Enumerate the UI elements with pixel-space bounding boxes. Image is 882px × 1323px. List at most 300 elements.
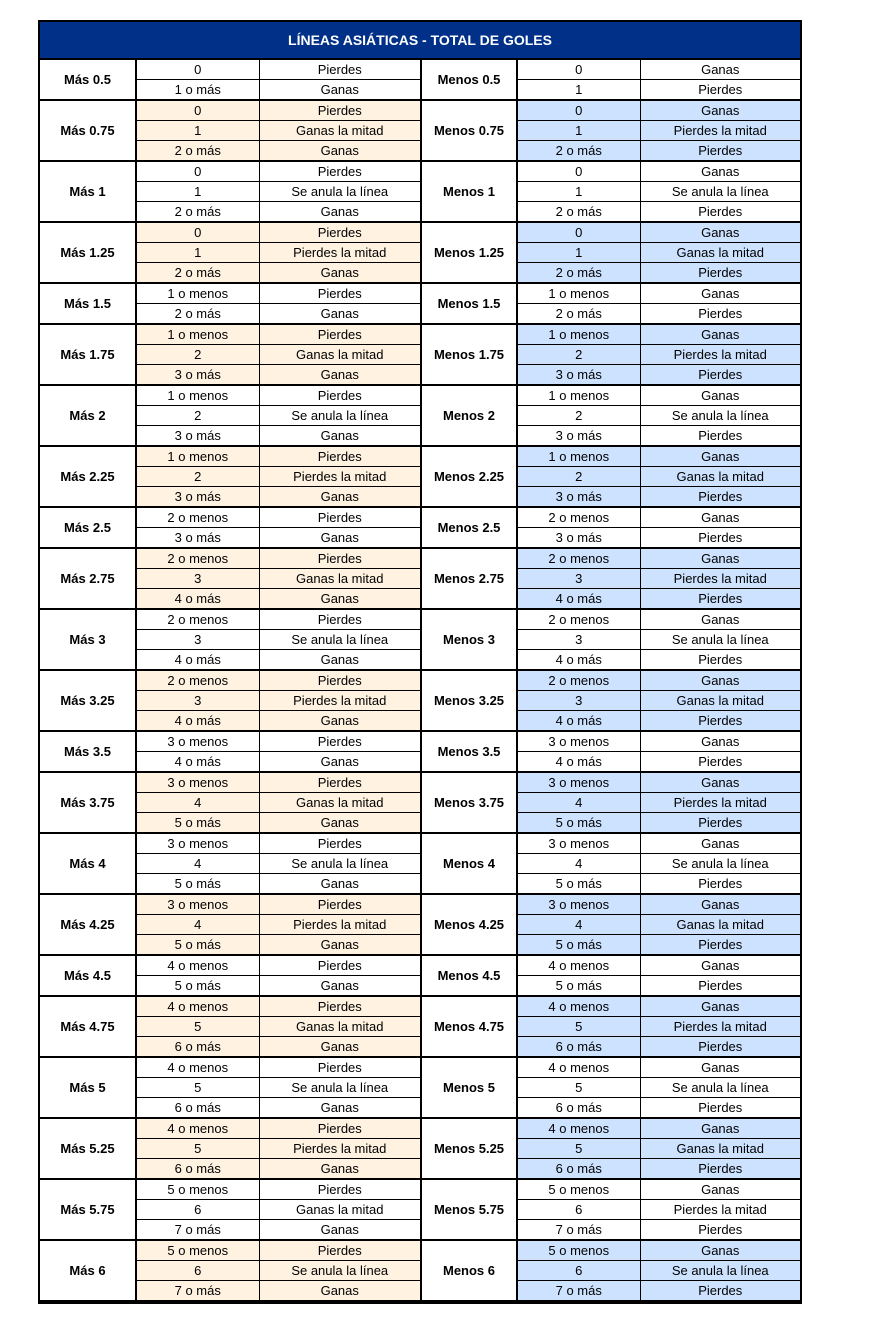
table-row	[40, 569, 800, 589]
under-result-cell: Ganas	[640, 1240, 800, 1261]
asian-lines-sheet	[38, 20, 802, 1304]
under-goals-cell: 3 o más	[517, 426, 640, 447]
under-goals-cell: 3	[517, 569, 640, 589]
under-result-cell: Pierdes	[640, 304, 800, 325]
over-goals-cell: 1	[136, 243, 259, 263]
over-result-cell: Ganas	[259, 813, 421, 834]
under-goals-cell: 3 o menos	[517, 833, 640, 854]
table-row	[40, 182, 800, 202]
under-line-label: Menos 5.25	[421, 1118, 517, 1179]
over-result-cell: Ganas la mitad	[259, 345, 421, 365]
lines-table-body	[40, 60, 800, 1301]
under-line-label: Menos 4.5	[421, 955, 517, 996]
table-row	[40, 1037, 800, 1058]
under-goals-cell: 2 o menos	[517, 670, 640, 691]
over-result-cell: Ganas	[259, 80, 421, 101]
table-row	[40, 1078, 800, 1098]
under-result-cell: Ganas la mitad	[640, 1139, 800, 1159]
table-row	[40, 406, 800, 426]
over-result-cell: Ganas	[259, 976, 421, 997]
over-goals-cell: 2 o más	[136, 202, 259, 223]
under-result-cell: Pierdes	[640, 752, 800, 773]
under-goals-cell: 6 o más	[517, 1098, 640, 1119]
over-goals-cell: 2 o menos	[136, 548, 259, 569]
over-goals-cell: 7 o más	[136, 1281, 259, 1302]
over-result-cell: Pierdes	[259, 1057, 421, 1078]
over-goals-cell: 5	[136, 1078, 259, 1098]
table-row	[40, 874, 800, 895]
over-result-cell: Pierdes	[259, 283, 421, 304]
over-result-cell: Se anula la línea	[259, 182, 421, 202]
under-line-label: Menos 0.5	[421, 60, 517, 100]
under-result-cell: Se anula la línea	[640, 1078, 800, 1098]
over-result-cell: Ganas	[259, 589, 421, 610]
under-goals-cell: 2	[517, 406, 640, 426]
under-result-cell: Ganas	[640, 446, 800, 467]
under-result-cell: Pierdes	[640, 80, 800, 101]
table-row	[40, 731, 800, 752]
over-goals-cell: 2 o menos	[136, 670, 259, 691]
under-goals-cell: 5 o más	[517, 976, 640, 997]
table-row	[40, 935, 800, 956]
under-line-label: Menos 2	[421, 385, 517, 446]
under-goals-cell: 4 o más	[517, 650, 640, 671]
under-goals-cell: 2 o más	[517, 141, 640, 162]
under-result-cell: Ganas	[640, 507, 800, 528]
over-result-cell: Ganas	[259, 935, 421, 956]
table-row	[40, 507, 800, 528]
under-goals-cell: 3 o más	[517, 487, 640, 508]
under-goals-cell: 2 o más	[517, 263, 640, 284]
over-result-cell: Se anula la línea	[259, 854, 421, 874]
under-line-label: Menos 1.25	[421, 222, 517, 283]
over-line-label: Más 3.75	[40, 772, 136, 833]
under-result-cell: Pierdes	[640, 426, 800, 447]
under-result-cell: Se anula la línea	[640, 1261, 800, 1281]
over-goals-cell: 1 o menos	[136, 446, 259, 467]
over-goals-cell: 3 o más	[136, 365, 259, 386]
table-row	[40, 263, 800, 284]
over-result-cell: Ganas	[259, 528, 421, 549]
over-goals-cell: 4 o menos	[136, 996, 259, 1017]
table-row	[40, 752, 800, 773]
over-goals-cell: 3	[136, 630, 259, 650]
under-result-cell: Ganas	[640, 385, 800, 406]
over-result-cell: Pierdes la mitad	[259, 915, 421, 935]
under-result-cell: Ganas	[640, 60, 800, 80]
over-result-cell: Pierdes	[259, 222, 421, 243]
over-result-cell: Se anula la línea	[259, 1261, 421, 1281]
over-goals-cell: 4	[136, 915, 259, 935]
under-goals-cell: 3 o menos	[517, 731, 640, 752]
under-result-cell: Pierdes	[640, 976, 800, 997]
table-row	[40, 141, 800, 162]
under-goals-cell: 1 o menos	[517, 283, 640, 304]
under-goals-cell: 4 o menos	[517, 955, 640, 976]
over-result-cell: Ganas	[259, 487, 421, 508]
table-row	[40, 324, 800, 345]
table-row	[40, 446, 800, 467]
over-line-label: Más 3.25	[40, 670, 136, 731]
under-result-cell: Ganas	[640, 283, 800, 304]
over-goals-cell: 4 o más	[136, 589, 259, 610]
under-result-cell: Ganas	[640, 1179, 800, 1200]
over-result-cell: Ganas la mitad	[259, 569, 421, 589]
over-goals-cell: 1 o menos	[136, 324, 259, 345]
under-result-cell: Pierdes	[640, 711, 800, 732]
over-line-label: Más 1.25	[40, 222, 136, 283]
under-result-cell: Pierdes	[640, 874, 800, 895]
under-goals-cell: 3 o menos	[517, 772, 640, 793]
under-goals-cell: 2 o más	[517, 202, 640, 223]
over-goals-cell: 2 o más	[136, 304, 259, 325]
under-result-cell: Ganas	[640, 222, 800, 243]
over-result-cell: Ganas	[259, 874, 421, 895]
under-line-label: Menos 1	[421, 161, 517, 222]
under-result-cell: Se anula la línea	[640, 854, 800, 874]
under-line-label: Menos 5	[421, 1057, 517, 1118]
over-result-cell: Pierdes	[259, 1179, 421, 1200]
under-result-cell: Pierdes	[640, 1159, 800, 1180]
table-row	[40, 161, 800, 182]
over-line-label: Más 1.75	[40, 324, 136, 385]
under-result-cell: Pierdes	[640, 1220, 800, 1241]
over-result-cell: Ganas	[259, 141, 421, 162]
under-goals-cell: 0	[517, 161, 640, 182]
under-line-label: Menos 2.75	[421, 548, 517, 609]
over-result-cell: Pierdes	[259, 100, 421, 121]
under-goals-cell: 4 o menos	[517, 996, 640, 1017]
over-result-cell: Ganas	[259, 1098, 421, 1119]
under-goals-cell: 0	[517, 222, 640, 243]
over-result-cell: Pierdes	[259, 548, 421, 569]
over-result-cell: Pierdes	[259, 609, 421, 630]
table-row	[40, 894, 800, 915]
table-row	[40, 467, 800, 487]
over-result-cell: Ganas	[259, 1159, 421, 1180]
under-result-cell: Pierdes	[640, 1037, 800, 1058]
over-result-cell: Pierdes	[259, 324, 421, 345]
table-row	[40, 426, 800, 447]
table-row	[40, 1281, 800, 1302]
table-row	[40, 609, 800, 630]
over-result-cell: Pierdes	[259, 833, 421, 854]
under-result-cell: Ganas	[640, 955, 800, 976]
under-result-cell: Ganas la mitad	[640, 691, 800, 711]
under-goals-cell: 2	[517, 467, 640, 487]
over-goals-cell: 1 o menos	[136, 283, 259, 304]
over-goals-cell: 5 o menos	[136, 1179, 259, 1200]
over-goals-cell: 5 o más	[136, 976, 259, 997]
over-line-label: Más 4	[40, 833, 136, 894]
over-goals-cell: 2	[136, 406, 259, 426]
over-line-label: Más 0.75	[40, 100, 136, 161]
under-result-cell: Ganas	[640, 609, 800, 630]
under-goals-cell: 6 o más	[517, 1037, 640, 1058]
under-result-cell: Ganas la mitad	[640, 467, 800, 487]
over-goals-cell: 1	[136, 182, 259, 202]
table-row	[40, 1220, 800, 1241]
over-goals-cell: 0	[136, 161, 259, 182]
over-goals-cell: 4	[136, 854, 259, 874]
under-result-cell: Ganas	[640, 772, 800, 793]
over-goals-cell: 4 o menos	[136, 1118, 259, 1139]
table-row	[40, 630, 800, 650]
under-line-label: Menos 3	[421, 609, 517, 670]
under-goals-cell: 6 o más	[517, 1159, 640, 1180]
over-result-cell: Ganas	[259, 426, 421, 447]
table-row	[40, 304, 800, 325]
under-result-cell: Ganas	[640, 161, 800, 182]
under-goals-cell: 5	[517, 1017, 640, 1037]
over-goals-cell: 2 o más	[136, 141, 259, 162]
over-goals-cell: 1 o más	[136, 80, 259, 101]
over-goals-cell: 4 o más	[136, 650, 259, 671]
over-result-cell: Pierdes la mitad	[259, 691, 421, 711]
over-result-cell: Ganas	[259, 752, 421, 773]
under-goals-cell: 1 o menos	[517, 385, 640, 406]
table-row	[40, 365, 800, 386]
under-result-cell: Ganas la mitad	[640, 915, 800, 935]
over-result-cell: Pierdes	[259, 60, 421, 80]
table-row	[40, 487, 800, 508]
under-result-cell: Ganas	[640, 1118, 800, 1139]
over-result-cell: Pierdes	[259, 772, 421, 793]
under-line-label: Menos 5.75	[421, 1179, 517, 1240]
table-row	[40, 528, 800, 549]
under-result-cell: Pierdes	[640, 589, 800, 610]
under-goals-cell: 4 o más	[517, 711, 640, 732]
over-result-cell: Pierdes	[259, 1240, 421, 1261]
under-result-cell: Se anula la línea	[640, 182, 800, 202]
table-row	[40, 589, 800, 610]
over-goals-cell: 4	[136, 793, 259, 813]
over-line-label: Más 5.25	[40, 1118, 136, 1179]
under-line-label: Menos 2.5	[421, 507, 517, 548]
under-result-cell: Pierdes	[640, 263, 800, 284]
over-result-cell: Ganas	[259, 304, 421, 325]
over-goals-cell: 3 o más	[136, 426, 259, 447]
under-goals-cell: 6	[517, 1261, 640, 1281]
over-result-cell: Pierdes	[259, 955, 421, 976]
under-result-cell: Pierdes	[640, 141, 800, 162]
table-row	[40, 548, 800, 569]
over-result-cell: Pierdes la mitad	[259, 467, 421, 487]
under-result-cell: Pierdes	[640, 487, 800, 508]
under-result-cell: Ganas	[640, 833, 800, 854]
table-row	[40, 793, 800, 813]
under-result-cell: Pierdes la mitad	[640, 1017, 800, 1037]
over-line-label: Más 2.5	[40, 507, 136, 548]
over-goals-cell: 3	[136, 691, 259, 711]
over-goals-cell: 2	[136, 467, 259, 487]
table-row	[40, 1017, 800, 1037]
over-goals-cell: 6 o más	[136, 1098, 259, 1119]
over-line-label: Más 1	[40, 161, 136, 222]
under-result-cell: Ganas	[640, 1057, 800, 1078]
over-goals-cell: 6	[136, 1200, 259, 1220]
under-goals-cell: 1 o menos	[517, 446, 640, 467]
table-row	[40, 1240, 800, 1261]
over-goals-cell: 6 o más	[136, 1037, 259, 1058]
table-row	[40, 833, 800, 854]
sheet-title: LÍNEAS ASIÁTICAS - TOTAL DE GOLES	[40, 22, 800, 60]
over-goals-cell: 5 o más	[136, 874, 259, 895]
over-result-cell: Ganas	[259, 1220, 421, 1241]
under-goals-cell: 6	[517, 1200, 640, 1220]
under-goals-cell: 5 o más	[517, 874, 640, 895]
table-row	[40, 100, 800, 121]
under-goals-cell: 2 o más	[517, 304, 640, 325]
under-result-cell: Ganas	[640, 324, 800, 345]
under-goals-cell: 1	[517, 182, 640, 202]
over-goals-cell: 2 o menos	[136, 507, 259, 528]
under-result-cell: Ganas	[640, 731, 800, 752]
over-goals-cell: 0	[136, 222, 259, 243]
over-result-cell: Pierdes	[259, 1118, 421, 1139]
under-goals-cell: 5	[517, 1078, 640, 1098]
over-goals-cell: 2	[136, 345, 259, 365]
table-row	[40, 772, 800, 793]
table-row	[40, 813, 800, 834]
over-goals-cell: 6 o más	[136, 1159, 259, 1180]
under-line-label: Menos 6	[421, 1240, 517, 1301]
under-line-label: Menos 0.75	[421, 100, 517, 161]
over-line-label: Más 0.5	[40, 60, 136, 100]
over-result-cell: Ganas	[259, 263, 421, 284]
over-line-label: Más 3.5	[40, 731, 136, 772]
under-goals-cell: 3 o más	[517, 365, 640, 386]
over-result-cell: Pierdes	[259, 670, 421, 691]
over-result-cell: Ganas	[259, 1281, 421, 1302]
under-line-label: Menos 3.25	[421, 670, 517, 731]
over-goals-cell: 6	[136, 1261, 259, 1281]
over-goals-cell: 3 o menos	[136, 833, 259, 854]
over-goals-cell: 3	[136, 569, 259, 589]
under-result-cell: Pierdes la mitad	[640, 1200, 800, 1220]
under-result-cell: Pierdes	[640, 1281, 800, 1302]
table-row	[40, 202, 800, 223]
table-row	[40, 1057, 800, 1078]
over-result-cell: Pierdes	[259, 161, 421, 182]
lines-table	[40, 60, 800, 1302]
over-result-cell: Pierdes	[259, 996, 421, 1017]
table-row	[40, 1200, 800, 1220]
over-result-cell: Pierdes	[259, 731, 421, 752]
table-row	[40, 650, 800, 671]
table-row	[40, 243, 800, 263]
under-line-label: Menos 1.5	[421, 283, 517, 324]
over-goals-cell: 4 o más	[136, 711, 259, 732]
table-row	[40, 1139, 800, 1159]
over-goals-cell: 3 o más	[136, 487, 259, 508]
over-result-cell: Ganas la mitad	[259, 1017, 421, 1037]
under-goals-cell: 3 o más	[517, 528, 640, 549]
over-result-cell: Se anula la línea	[259, 630, 421, 650]
over-result-cell: Pierdes la mitad	[259, 1139, 421, 1159]
over-result-cell: Se anula la línea	[259, 406, 421, 426]
under-goals-cell: 3	[517, 691, 640, 711]
under-result-cell: Pierdes la mitad	[640, 121, 800, 141]
table-row	[40, 1179, 800, 1200]
under-goals-cell: 4 o menos	[517, 1057, 640, 1078]
under-goals-cell: 1	[517, 80, 640, 101]
over-result-cell: Pierdes	[259, 894, 421, 915]
under-result-cell: Pierdes la mitad	[640, 793, 800, 813]
under-goals-cell: 2 o menos	[517, 507, 640, 528]
table-row	[40, 1261, 800, 1281]
over-goals-cell: 3 o más	[136, 528, 259, 549]
under-result-cell: Pierdes	[640, 935, 800, 956]
under-result-cell: Ganas	[640, 670, 800, 691]
over-result-cell: Ganas	[259, 711, 421, 732]
over-goals-cell: 5 o más	[136, 813, 259, 834]
under-goals-cell: 2	[517, 345, 640, 365]
over-goals-cell: 5	[136, 1139, 259, 1159]
table-row	[40, 955, 800, 976]
under-goals-cell: 0	[517, 60, 640, 80]
under-goals-cell: 4 o menos	[517, 1118, 640, 1139]
under-result-cell: Ganas	[640, 894, 800, 915]
over-goals-cell: 3 o menos	[136, 731, 259, 752]
under-goals-cell: 5 o menos	[517, 1179, 640, 1200]
table-row	[40, 691, 800, 711]
under-goals-cell: 7 o más	[517, 1281, 640, 1302]
table-row	[40, 121, 800, 141]
under-line-label: Menos 2.25	[421, 446, 517, 507]
table-row	[40, 670, 800, 691]
under-goals-cell: 4	[517, 854, 640, 874]
under-goals-cell: 2 o menos	[517, 609, 640, 630]
under-result-cell: Ganas	[640, 996, 800, 1017]
under-result-cell: Se anula la línea	[640, 406, 800, 426]
over-goals-cell: 7 o más	[136, 1220, 259, 1241]
over-result-cell: Ganas la mitad	[259, 121, 421, 141]
table-row	[40, 1118, 800, 1139]
under-line-label: Menos 4.25	[421, 894, 517, 955]
under-result-cell: Pierdes	[640, 202, 800, 223]
under-goals-cell: 1 o menos	[517, 324, 640, 345]
over-result-cell: Ganas	[259, 365, 421, 386]
under-goals-cell: 5 o más	[517, 935, 640, 956]
over-goals-cell: 3 o menos	[136, 772, 259, 793]
under-goals-cell: 3	[517, 630, 640, 650]
under-result-cell: Ganas	[640, 548, 800, 569]
under-goals-cell: 5 o más	[517, 813, 640, 834]
under-goals-cell: 5	[517, 1139, 640, 1159]
over-result-cell: Ganas	[259, 1037, 421, 1058]
table-row	[40, 222, 800, 243]
over-goals-cell: 5	[136, 1017, 259, 1037]
over-line-label: Más 1.5	[40, 283, 136, 324]
table-row	[40, 1098, 800, 1119]
over-result-cell: Se anula la línea	[259, 1078, 421, 1098]
under-result-cell: Pierdes la mitad	[640, 345, 800, 365]
table-row	[40, 345, 800, 365]
over-goals-cell: 1 o menos	[136, 385, 259, 406]
under-result-cell: Pierdes la mitad	[640, 569, 800, 589]
under-result-cell: Ganas la mitad	[640, 243, 800, 263]
over-goals-cell: 4 o menos	[136, 955, 259, 976]
over-goals-cell: 4 o más	[136, 752, 259, 773]
over-line-label: Más 5.75	[40, 1179, 136, 1240]
over-line-label: Más 4.25	[40, 894, 136, 955]
under-line-label: Menos 3.75	[421, 772, 517, 833]
table-row	[40, 996, 800, 1017]
under-line-label: Menos 4.75	[421, 996, 517, 1057]
under-result-cell: Pierdes	[640, 813, 800, 834]
over-line-label: Más 2.75	[40, 548, 136, 609]
